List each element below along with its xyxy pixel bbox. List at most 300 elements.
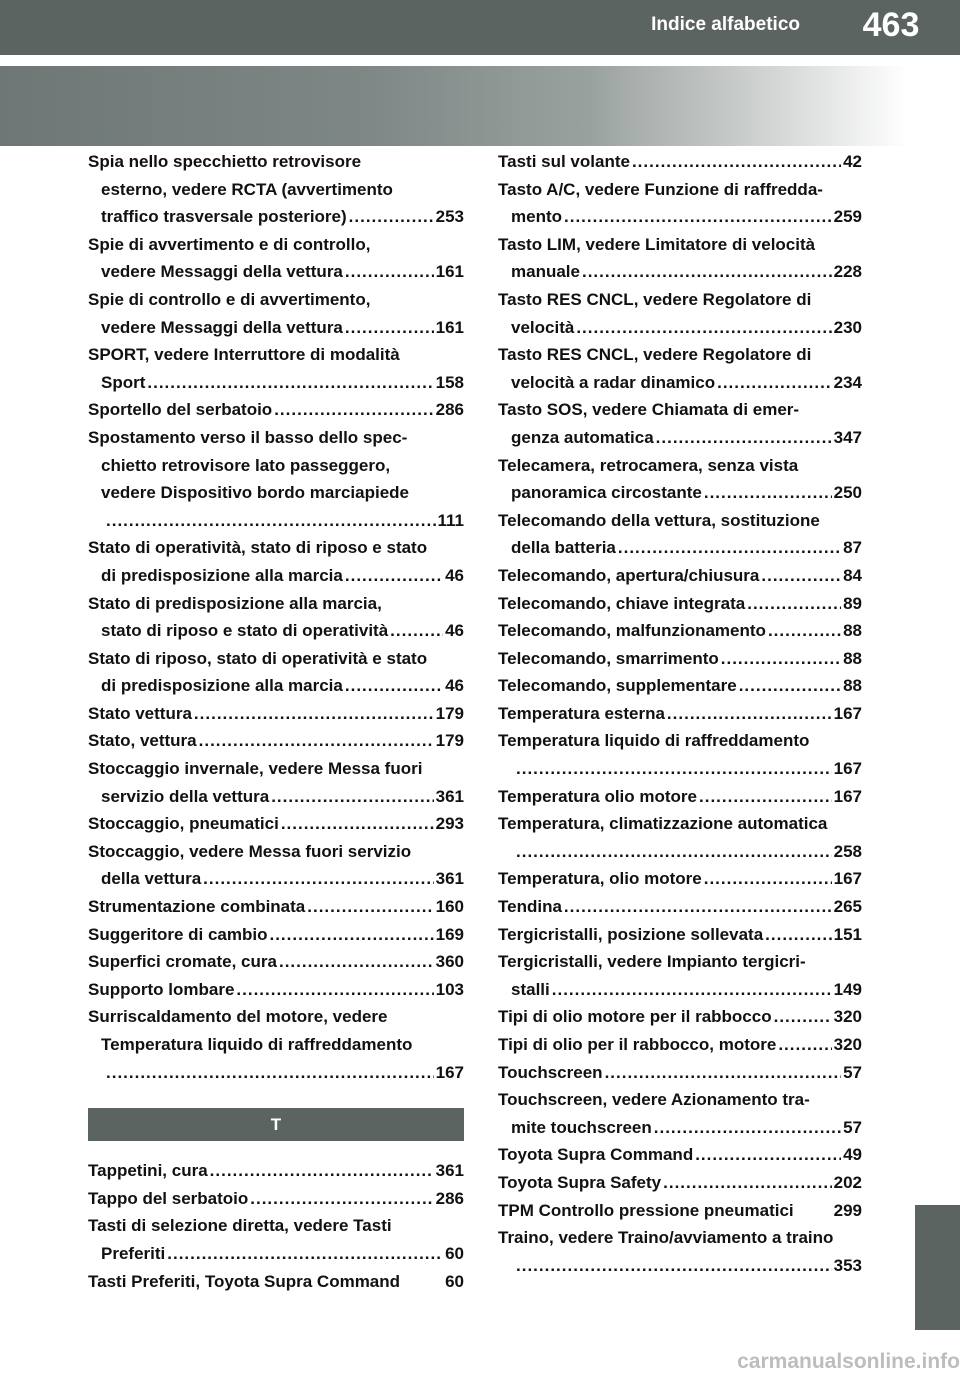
index-entry-text: chietto retrovisore lato passeggero,: [101, 455, 391, 475]
index-entry-text: Supporto lombare: [88, 979, 235, 999]
index-entry-text: Stoccaggio invernale, vedere Messa fuori: [88, 759, 423, 779]
index-entry-text: Tasti di selezione diretta, vedere Tasti: [88, 1216, 392, 1236]
index-entry: [498, 1059, 862, 1087]
index-entry: [498, 341, 862, 396]
index-entry-line: [498, 1086, 862, 1114]
index-entry-page: 103: [435, 979, 464, 999]
index-entry-line: [498, 203, 862, 231]
index-entry-page: 42: [843, 152, 862, 171]
index-entry-page: 46: [445, 621, 464, 641]
index-entry-line: [498, 727, 862, 755]
index-column-left: [88, 148, 464, 1295]
dot-leader: [203, 865, 433, 893]
index-entry-page: 57: [843, 1062, 862, 1082]
index-entry-page: 84: [843, 565, 862, 585]
index-entry-line: [498, 700, 862, 728]
index-entry-page: 259: [833, 207, 862, 227]
index-entry-text: Tasto SOS, vedere Chiamata di emer-: [498, 400, 800, 420]
index-entry-text: Stato vettura: [88, 703, 192, 723]
dot-leader: [345, 258, 434, 286]
index-entry: [88, 645, 464, 700]
index-entries-s: [88, 148, 464, 1086]
index-entry-text: Tergicristalli, posizione sollevata: [498, 924, 764, 944]
index-entry-line: [498, 1114, 862, 1142]
index-entry: [498, 865, 862, 893]
index-entry-text: Tasto LIM, vedere Limitatore di velocità: [498, 234, 816, 254]
index-entry-page: 202: [833, 1172, 862, 1192]
index-entry: [498, 176, 862, 231]
index-entry-text: Stoccaggio, pneumatici: [88, 814, 279, 834]
index-entry-line: [498, 617, 862, 645]
index-entry: [498, 452, 862, 507]
dot-leader: [210, 1157, 434, 1185]
index-entry: [498, 1224, 862, 1279]
index-entry-text: Touchscreen: [498, 1062, 603, 1082]
index-entry-line: [88, 176, 464, 204]
index-entry-page: 167: [435, 1062, 464, 1082]
index-entry: [498, 948, 862, 1003]
index-entry-page: 161: [435, 262, 464, 282]
index-entry-line: [88, 1031, 464, 1059]
index-entry-line: [88, 562, 464, 590]
dot-leader: [721, 645, 841, 673]
index-entry: [88, 148, 464, 231]
index-entry-page: 347: [833, 427, 862, 447]
index-entry-line: [88, 1240, 464, 1268]
dot-leader: [106, 1059, 434, 1087]
index-entry-line: [498, 755, 862, 783]
index-entry: [88, 534, 464, 589]
index-entry-line: [498, 948, 862, 976]
index-entries-t-continued: [498, 148, 862, 1279]
index-entry: [498, 617, 862, 645]
index-entry-line: [498, 231, 862, 259]
index-entry-text: Traino, vedere Traino/avviamento a traino: [498, 1228, 834, 1248]
index-entry: [88, 1003, 464, 1086]
index-entry: [498, 562, 862, 590]
index-entry: [498, 1086, 862, 1141]
index-entry-page: 169: [435, 924, 464, 944]
index-entry-line: [498, 1169, 862, 1197]
index-entry-line: [88, 507, 464, 535]
index-entry-line: [498, 507, 862, 535]
index-entry-page: 258: [833, 841, 862, 861]
index-entry-page: 151: [833, 924, 862, 944]
index-entry: [88, 948, 464, 976]
index-entry-line: [498, 148, 862, 176]
index-entry-page: 167: [833, 759, 862, 779]
index-entry-page: 286: [435, 400, 464, 420]
page-number: 463: [862, 6, 920, 44]
index-entry-line: [498, 1031, 862, 1059]
dot-leader: [147, 369, 433, 397]
index-entries-t: [88, 1157, 464, 1295]
index-entry-page: 167: [833, 703, 862, 723]
index-entry-text: della batteria: [511, 538, 616, 558]
index-entry-text: esterno, vedere RCTA (avvertimento: [101, 179, 393, 199]
index-entry-line: [498, 921, 862, 949]
index-entry: [498, 1031, 862, 1059]
index-entry-text: Temperatura esterna: [498, 703, 665, 723]
index-entry-text: velocità: [511, 317, 575, 337]
dot-leader: [236, 976, 433, 1004]
dot-leader: [765, 921, 831, 949]
index-entry: [498, 1169, 862, 1197]
index-entry-line: [88, 1157, 464, 1185]
index-entry-line: [88, 203, 464, 231]
index-entry: [88, 1157, 464, 1185]
index-entry-line: [88, 258, 464, 286]
index-entry-page: 46: [445, 676, 464, 696]
index-entry-text: Temperatura, climatizzazione automatica: [498, 814, 828, 834]
index-entry-page: 286: [435, 1188, 464, 1208]
dot-leader: [704, 479, 832, 507]
dot-leader: [699, 783, 832, 811]
dot-leader: [778, 1031, 831, 1059]
index-entry-page: 111: [437, 510, 464, 530]
index-entry-page: 230: [833, 317, 862, 337]
index-entry: [88, 838, 464, 893]
index-entry-text: della vettura: [101, 869, 202, 889]
index-entry-line: [498, 534, 862, 562]
index-entry-page: 88: [843, 676, 862, 696]
index-entry-text: Tipi di olio per il rabbocco, motore: [498, 1035, 777, 1054]
dot-leader: [739, 672, 841, 700]
dot-leader: [695, 1141, 841, 1169]
dot-leader: [576, 314, 831, 342]
index-entry-line: [498, 314, 862, 342]
index-entry-line: [88, 1059, 464, 1087]
index-entry: [88, 1212, 464, 1267]
index-entry-line: [88, 893, 464, 921]
index-entry: [498, 231, 862, 286]
index-entry-text: Stato di operatività, stato di riposo e stato: [88, 538, 428, 558]
index-entry-page: 361: [435, 869, 464, 889]
index-entry-line: [88, 672, 464, 700]
index-entry-line: [88, 341, 464, 369]
index-entry-line: [498, 1224, 862, 1252]
dot-leader: [194, 700, 434, 728]
index-entry: [498, 893, 862, 921]
index-entry: [498, 645, 862, 673]
index-entry-line: [88, 396, 464, 424]
index-entry-text: Surriscaldamento del motore, vedere: [88, 1007, 388, 1027]
index-entry-page: 60: [445, 1271, 464, 1291]
index-entry-line: [498, 341, 862, 369]
index-entry: [88, 755, 464, 810]
index-entry: [498, 1003, 862, 1031]
dot-leader: [390, 617, 443, 645]
dot-leader: [279, 948, 434, 976]
index-entry-page: 149: [833, 979, 862, 999]
index-entry-line: [498, 562, 862, 590]
index-entry-line: [498, 176, 862, 204]
index-entry-text: Tasti sul volante: [498, 152, 630, 171]
index-entry-line: [88, 976, 464, 1004]
dot-leader: [656, 424, 832, 452]
index-entry-page: 228: [833, 262, 862, 282]
index-entry-line: [498, 893, 862, 921]
index-entry-text: Stato di predisposizione alla marcia,: [88, 593, 382, 613]
index-entry: [88, 810, 464, 838]
index-entry-page: 293: [435, 814, 464, 834]
index-entry-text: Temperatura liquido di raffreddamento: [101, 1035, 413, 1054]
index-entry-text: Tasto RES CNCL, vedere Regolatore di: [498, 289, 812, 309]
index-entry-page: 179: [435, 731, 464, 751]
index-entry-text: Tergicristalli, vedere Impianto tergicri-: [498, 952, 806, 972]
index-entry: [88, 976, 464, 1004]
index-entry-text: vedere Dispositivo bordo marciapiede: [101, 483, 409, 503]
index-entry-text: mento: [511, 207, 562, 227]
index-entry-page: 167: [833, 786, 862, 806]
index-entry-line: [88, 590, 464, 618]
dot-leader: [271, 783, 433, 811]
index-entry-line: [88, 810, 464, 838]
index-entry-line: [498, 1197, 862, 1225]
dot-leader: [199, 727, 434, 755]
index-entry-text: Touchscreen, vedere Azionamento tra-: [498, 1090, 810, 1110]
index-entry-line: [498, 369, 862, 397]
index-entry-text: Toyota Supra Safety: [498, 1172, 662, 1192]
index-entry-text: Telecomando della vettura, sostituzione: [498, 510, 820, 530]
dot-leader: [717, 369, 832, 397]
dot-leader: [274, 396, 433, 424]
index-entry-line: [498, 424, 862, 452]
index-entry-line: [88, 865, 464, 893]
index-entry-line: [88, 755, 464, 783]
index-entry-page: 87: [843, 538, 862, 558]
index-entry-text: Telecomando, chiave integrata: [498, 593, 746, 613]
index-entry-line: [498, 452, 862, 480]
index-entry-line: [88, 534, 464, 562]
index-entry-line: [498, 479, 862, 507]
watermark: carmanualsonline.info: [737, 1350, 960, 1373]
index-entry: [88, 893, 464, 921]
index-entry-page: 160: [435, 897, 464, 917]
index-entry-text: Spie di controllo e di avvertimento,: [88, 289, 371, 309]
index-entry-text: Telecomando, malfunzionamento: [498, 621, 766, 641]
index-entry-line: [498, 590, 862, 618]
index-entry-page: 179: [435, 703, 464, 723]
index-entry: [498, 286, 862, 341]
index-entry-line: [88, 700, 464, 728]
index-entry-line: [88, 231, 464, 259]
index-entry-page: 60: [445, 1243, 464, 1263]
dot-leader: [167, 1240, 443, 1268]
index-entry-page: 250: [833, 483, 862, 503]
index-entry: [498, 727, 862, 782]
index-entry-text: Tasti Preferiti, Toyota Supra Command: [88, 1271, 401, 1291]
index-entry-page: 46: [445, 565, 464, 585]
index-entry-text: Stoccaggio, vedere Messa fuori servizio: [88, 841, 412, 861]
index-entry: [498, 810, 862, 865]
dot-leader: [307, 893, 433, 921]
index-entry-page: 320: [833, 1035, 862, 1054]
index-entry-line: [498, 286, 862, 314]
dot-leader: [774, 1003, 832, 1031]
index-entry-line: [498, 783, 862, 811]
index-entry-text: Temperatura, olio motore: [498, 869, 702, 889]
index-entry-text: servizio della vettura: [101, 786, 270, 806]
index-entry: [498, 783, 862, 811]
index-entry: [88, 727, 464, 755]
dot-leader: [516, 838, 832, 866]
index-entry: [498, 148, 862, 176]
index-entry-line: [88, 479, 464, 507]
section-thumb-tab: [915, 1205, 960, 1330]
dot-leader: [663, 1169, 832, 1197]
index-entry-line: [88, 314, 464, 342]
index-entry-line: [498, 1003, 862, 1031]
index-entry-text: Telecamera, retrocamera, senza vista: [498, 455, 799, 475]
index-entry: [498, 396, 862, 451]
index-entry-line: [498, 1141, 862, 1169]
index-entry-text: Temperatura liquido di raffreddamento: [498, 731, 810, 751]
index-entry: [88, 424, 464, 534]
index-entry: [88, 286, 464, 341]
index-entry-line: [88, 1185, 464, 1213]
index-entry-text: Tipi di olio motore per il rabbocco: [498, 1007, 772, 1027]
index-entry: [88, 1185, 464, 1213]
index-entry-page: 89: [843, 593, 862, 613]
dot-leader: [345, 562, 443, 590]
index-entry-text: stato di riposo e stato di operatività: [101, 621, 389, 641]
index-entry-line: [498, 976, 862, 1004]
index-entry-line: [88, 148, 464, 176]
index-entry-line: [88, 369, 464, 397]
index-column-right: [498, 148, 862, 1279]
dot-leader: [564, 893, 832, 921]
index-entry-text: panoramica circostante: [511, 483, 702, 503]
index-entry-text: Tappo del serbatoio: [88, 1188, 249, 1208]
index-entry: [88, 921, 464, 949]
index-entry-line: [498, 396, 862, 424]
index-entry-line: [498, 645, 862, 673]
index-entry-line: [88, 783, 464, 811]
index-entry-text: Temperatura olio motore: [498, 786, 697, 806]
index-entry-page: 167: [833, 869, 862, 889]
dot-leader: [618, 534, 841, 562]
index-entry-page: 88: [843, 648, 862, 668]
index-entry-line: [88, 452, 464, 480]
dot-leader: [582, 258, 832, 286]
index-entry-line: [498, 258, 862, 286]
dot-leader: [632, 148, 841, 176]
header-bar: [0, 0, 960, 55]
index-entry-text: Toyota Supra Command: [498, 1145, 694, 1165]
index-entry-text: Superfici cromate, cura: [88, 952, 277, 972]
index-entry-line: [88, 727, 464, 755]
dot-leader: [345, 672, 443, 700]
index-entry-text: Stato, vettura: [88, 731, 197, 751]
index-entry-text: TPM Controllo pressione pneumatici: [498, 1200, 794, 1220]
index-entry-line: [88, 645, 464, 673]
index-entry-text: Spie di avvertimento e di controllo,: [88, 234, 371, 254]
index-entry: [498, 1197, 862, 1225]
index-entry: [498, 507, 862, 562]
index-entry: [88, 1268, 464, 1296]
index-entry-page: 88: [843, 621, 862, 641]
index-entry-text: SPORT, vedere Interruttore di modalità: [88, 345, 400, 365]
index-entry-text: Telecomando, supplementare: [498, 676, 737, 696]
index-entry-page: 161: [435, 317, 464, 337]
index-entry-line: [498, 672, 862, 700]
index-entry-line: [88, 1003, 464, 1031]
index-entry-page: 57: [843, 1117, 862, 1137]
index-entry-text: Telecomando, smarrimento: [498, 648, 719, 668]
decorative-gradient-band: [0, 66, 908, 146]
index-entry-line: [88, 286, 464, 314]
index-entry-text: velocità a radar dinamico: [511, 372, 716, 392]
dot-leader: [250, 1185, 433, 1213]
index-entry-page: 361: [435, 1161, 464, 1181]
index-entry-text: manuale: [511, 262, 580, 282]
index-entry-text: di predisposizione alla marcia: [101, 676, 343, 696]
index-entry-page: 360: [435, 952, 464, 972]
index-entry-line: [88, 617, 464, 645]
index-entry: [498, 1141, 862, 1169]
index-entry-page: 49: [843, 1145, 862, 1165]
index-entry-text: Preferiti: [101, 1243, 166, 1263]
index-entry-text: Spostamento verso il basso dello spec-: [88, 427, 408, 447]
index-entry-text: Tasto RES CNCL, vedere Regolatore di: [498, 345, 812, 365]
dot-leader: [516, 1252, 832, 1280]
index-entry-text: mite touchscreen: [511, 1117, 652, 1137]
index-entry: [498, 590, 862, 618]
index-entry-text: vedere Messaggi della vettura: [101, 317, 343, 337]
dot-leader: [667, 700, 832, 728]
index-entry-line: [88, 424, 464, 452]
index-entry-text: Tendina: [498, 897, 562, 917]
index-entry-line: [498, 865, 862, 893]
index-entry-text: Tasto A/C, vedere Funzione di raffredda-: [498, 179, 823, 199]
index-entry-text: Sportello del serbatoio: [88, 400, 273, 420]
index-entry-text: Telecomando, apertura/chiusura: [498, 565, 760, 585]
section-header-t: T: [88, 1108, 464, 1141]
dot-leader: [106, 507, 436, 535]
index-entry: [498, 921, 862, 949]
index-entry: [88, 590, 464, 645]
index-entry: [88, 396, 464, 424]
dot-leader: [281, 810, 434, 838]
dot-leader: [552, 976, 832, 1004]
index-entry-page: 253: [435, 207, 464, 227]
index-entry-text: stalli: [511, 979, 550, 999]
index-entry-line: [88, 1212, 464, 1240]
index-entry-page: 158: [435, 372, 464, 392]
dot-leader: [516, 755, 832, 783]
index-entry: [498, 700, 862, 728]
dot-leader: [768, 617, 841, 645]
dot-leader: [605, 1059, 842, 1087]
index-entry-line: [498, 1059, 862, 1087]
index-entry-line: [88, 921, 464, 949]
dot-leader: [345, 314, 434, 342]
index-entry-page: 265: [833, 897, 862, 917]
index-entry-text: di predisposizione alla marcia: [101, 565, 343, 585]
index-entry: [498, 672, 862, 700]
index-entry-text: Strumentazione combinata: [88, 897, 306, 917]
index-entry-page: 299: [833, 1200, 862, 1220]
index-entry-text: traffico trasversale posteriore): [101, 207, 347, 227]
index-entry-text: Tappetini, cura: [88, 1161, 208, 1181]
dot-leader: [349, 203, 434, 231]
index-entry-text: vedere Messaggi della vettura: [101, 262, 343, 282]
dot-leader: [747, 590, 841, 618]
index-entry-line: [498, 1252, 862, 1280]
dot-leader: [761, 562, 841, 590]
page-header-title: Indice alfabetico: [651, 14, 800, 35]
